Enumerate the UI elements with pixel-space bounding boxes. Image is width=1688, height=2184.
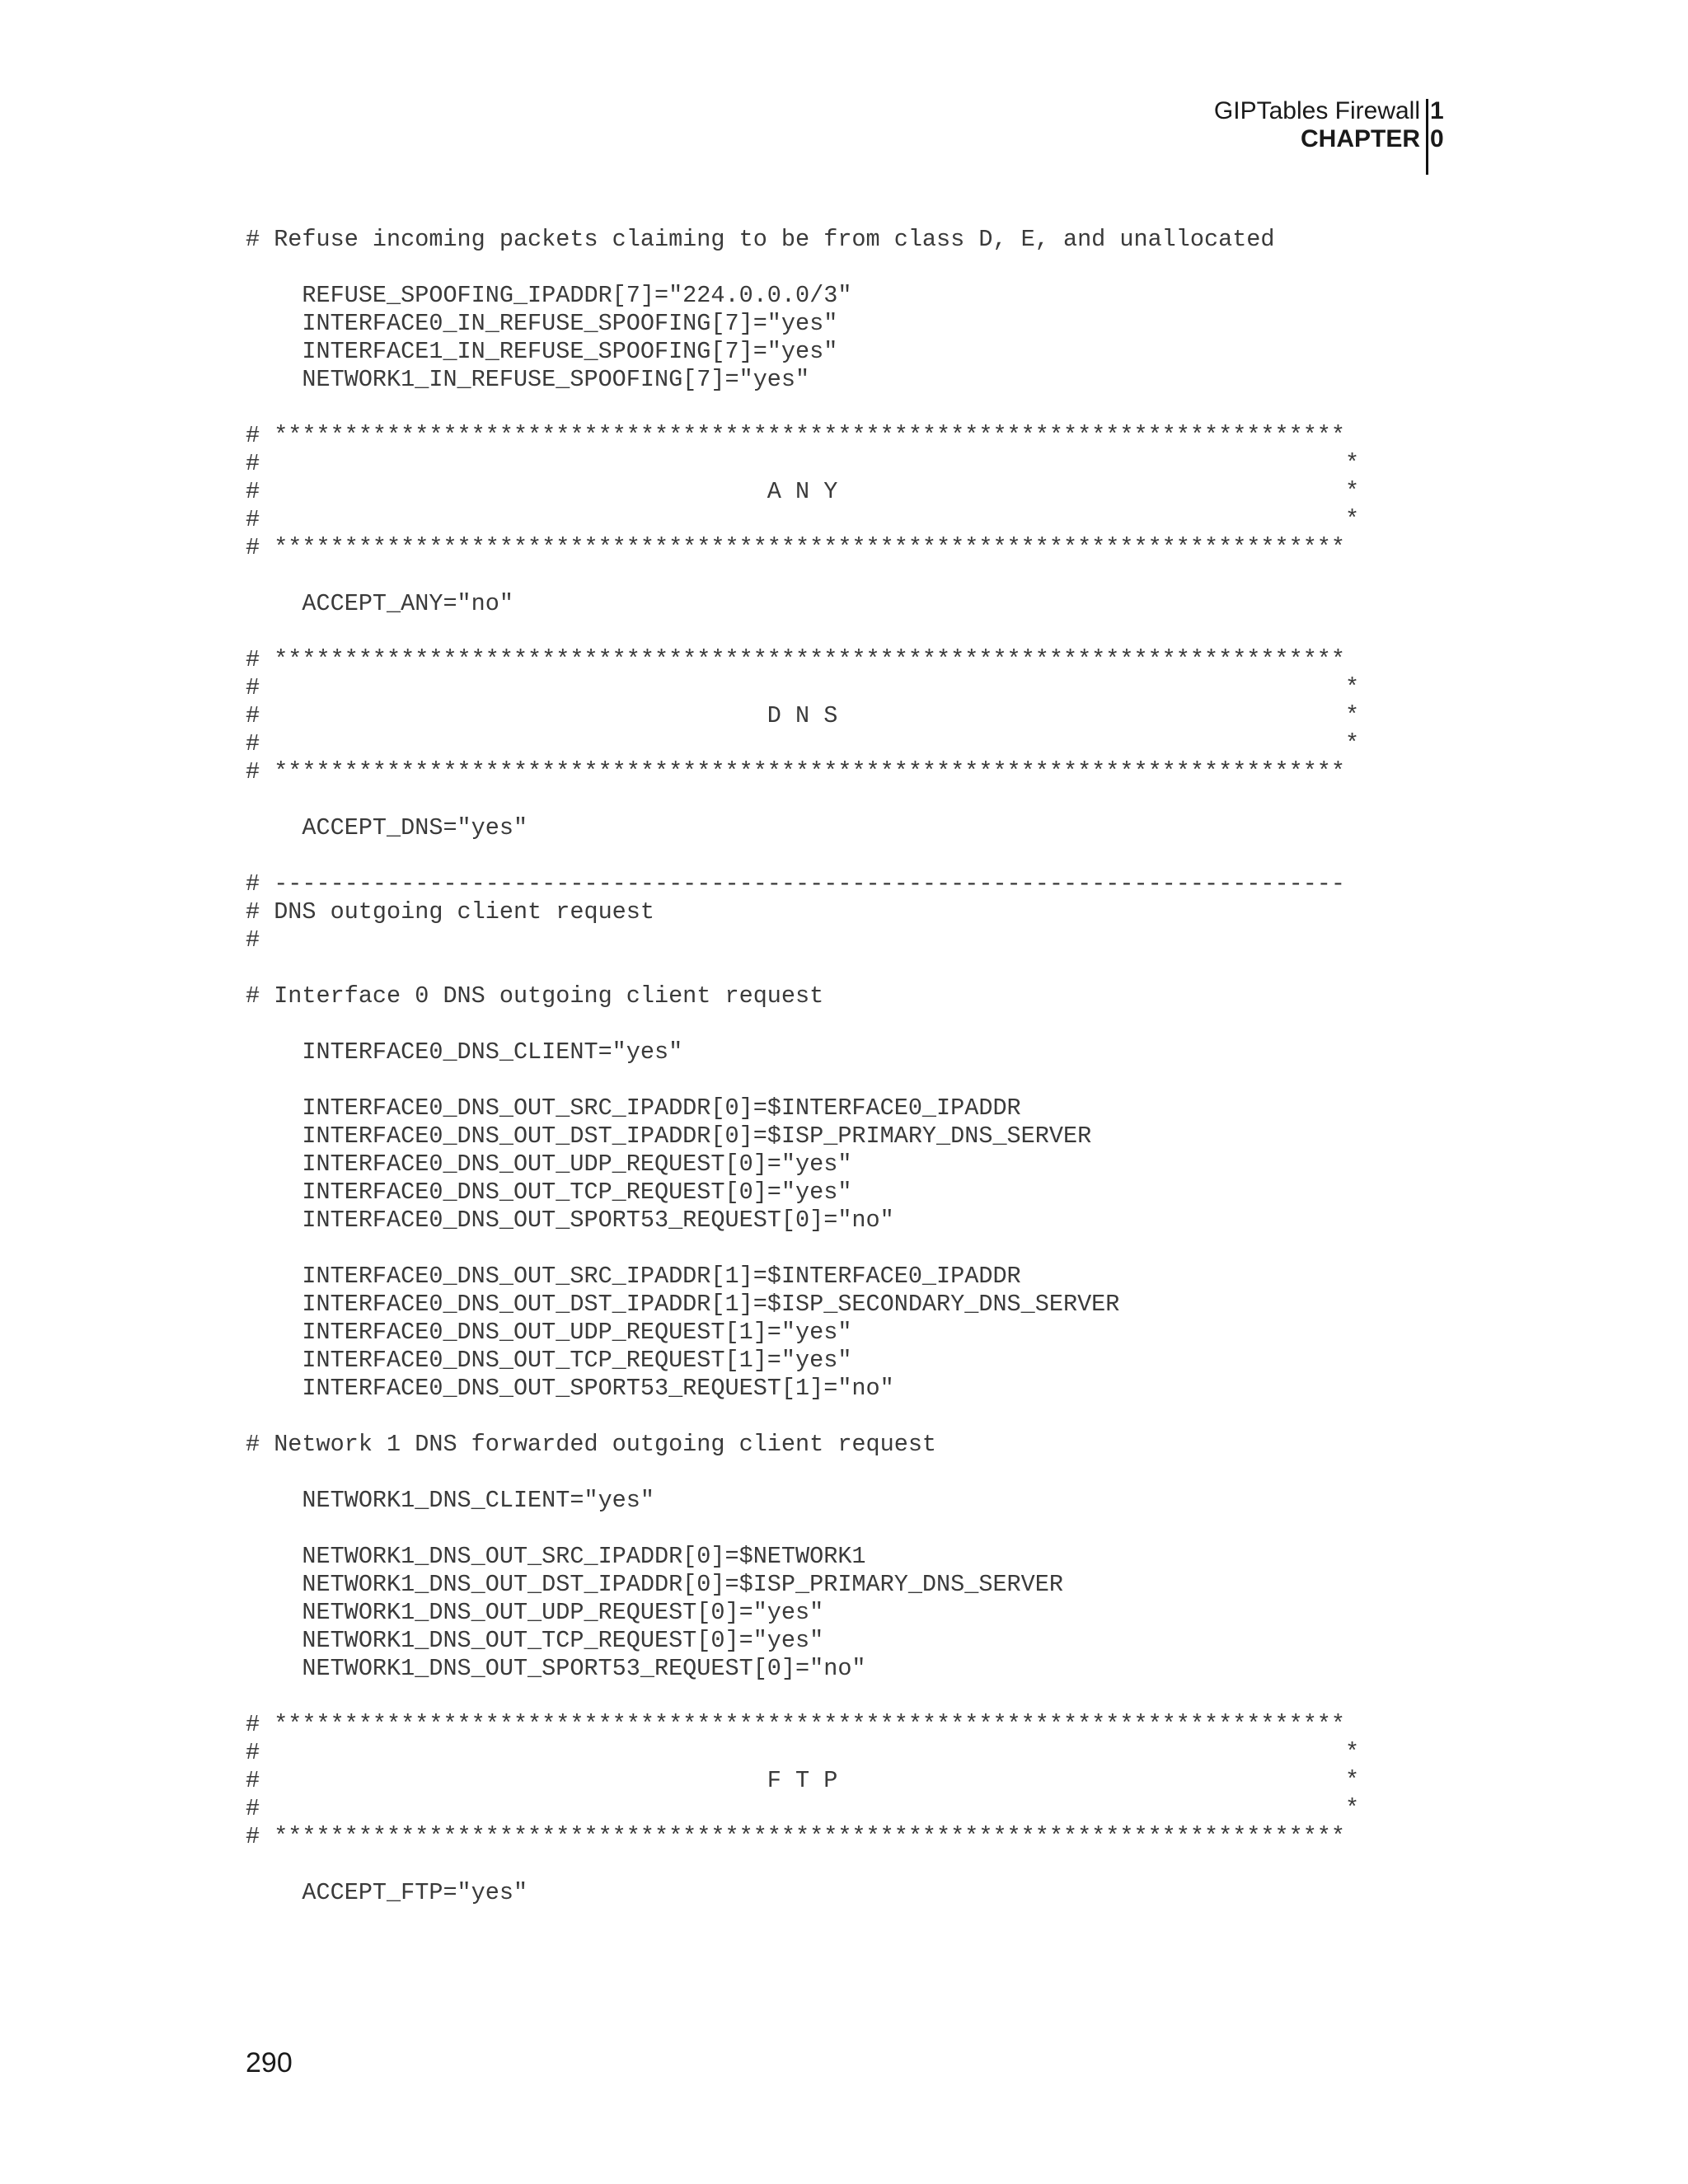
- code-line: [246, 954, 1449, 982]
- page-number: 290: [246, 2047, 293, 2079]
- code-line: # ****************************************************************************: [246, 1711, 1346, 1738]
- code-line: INTERFACE0_DNS_OUT_TCP_REQUEST[0]="yes": [246, 1179, 852, 1206]
- code-line: [246, 254, 1449, 282]
- code-line: # ****************************************************************************: [246, 534, 1346, 561]
- code-line: NETWORK1_DNS_CLIENT="yes": [246, 1487, 654, 1514]
- code-line: INTERFACE0_DNS_OUT_DST_IPADDR[1]=$ISP_SECONDARY_DNS_SERVER: [246, 1291, 1120, 1318]
- code-line: NETWORK1_DNS_OUT_DST_IPADDR[0]=$ISP_PRIMARY_DNS_SERVER: [246, 1571, 1063, 1598]
- code-line: [246, 1515, 1449, 1543]
- code-line: ACCEPT_FTP="yes": [246, 1879, 528, 1906]
- code-line: # ****************************************************************************: [246, 1823, 1346, 1850]
- code-line: # *: [246, 674, 1360, 701]
- code-line: # *: [246, 1795, 1360, 1822]
- code-line: # DNS outgoing client request: [246, 898, 654, 926]
- code-line: NETWORK1_IN_REFUSE_SPOOFING[7]="yes": [246, 366, 810, 393]
- code-line: INTERFACE0_IN_REFUSE_SPOOFING[7]="yes": [246, 310, 838, 337]
- code-line: INTERFACE0_DNS_OUT_SPORT53_REQUEST[0]="no": [246, 1207, 894, 1234]
- code-line: # Interface 0 DNS outgoing client request: [246, 982, 824, 1010]
- header-divider: [1426, 99, 1428, 175]
- code-line: #: [246, 926, 260, 954]
- code-line: [246, 786, 1449, 814]
- code-line: NETWORK1_DNS_OUT_SPORT53_REQUEST[0]="no": [246, 1655, 866, 1682]
- code-line: # Network 1 DNS forwarded outgoing client request: [246, 1431, 937, 1458]
- code-line: [246, 1235, 1449, 1263]
- code-line: NETWORK1_DNS_OUT_UDP_REQUEST[0]="yes": [246, 1599, 824, 1626]
- code-listing: [246, 226, 1449, 1907]
- header-chapter-number: [1430, 97, 1443, 153]
- code-line: [246, 1403, 1449, 1431]
- code-line: # ****************************************************************************: [246, 758, 1346, 785]
- code-line: INTERFACE0_DNS_OUT_UDP_REQUEST[1]="yes": [246, 1319, 852, 1346]
- code-line: # Refuse incoming packets claiming to be from class D, E, and unallocated: [246, 226, 1275, 253]
- code-line: ACCEPT_ANY="no": [246, 590, 513, 617]
- code-line: NETWORK1_DNS_OUT_SRC_IPADDR[0]=$NETWORK1: [246, 1543, 866, 1570]
- code-line: REFUSE_SPOOFING_IPADDR[7]="224.0.0.0/3": [246, 282, 852, 309]
- chapter-digit-1: 1: [1430, 97, 1444, 124]
- code-line: NETWORK1_DNS_OUT_TCP_REQUEST[0]="yes": [246, 1627, 824, 1654]
- code-line: [246, 618, 1449, 646]
- code-line: # D N S *: [246, 702, 1360, 729]
- header-chapter-label: CHAPTER: [1300, 125, 1420, 152]
- code-line: INTERFACE0_DNS_OUT_SRC_IPADDR[0]=$INTERFACE0_IPADDR: [246, 1094, 1021, 1122]
- code-line: # ****************************************************************************: [246, 646, 1346, 673]
- code-line: # F T P *: [246, 1767, 1360, 1794]
- code-line: # ****************************************************************************: [246, 422, 1346, 449]
- code-line: INTERFACE0_DNS_OUT_TCP_REQUEST[1]="yes": [246, 1347, 852, 1374]
- code-line: # *: [246, 450, 1360, 477]
- code-line: [246, 1459, 1449, 1487]
- code-line: INTERFACE1_IN_REFUSE_SPOOFING[7]="yes": [246, 338, 838, 365]
- code-line: INTERFACE0_DNS_OUT_DST_IPADDR[0]=$ISP_PRIMARY_DNS_SERVER: [246, 1122, 1092, 1150]
- chapter-digit-2: 0: [1430, 125, 1444, 152]
- code-line: [246, 1066, 1449, 1094]
- code-line: # A N Y *: [246, 478, 1360, 505]
- code-line: # ----------------------------------------------------------------------------: [246, 870, 1346, 898]
- code-line: [246, 1010, 1449, 1038]
- code-line: [246, 842, 1449, 870]
- code-line: INTERFACE0_DNS_OUT_UDP_REQUEST[0]="yes": [246, 1151, 852, 1178]
- code-line: ACCEPT_DNS="yes": [246, 814, 528, 841]
- code-line: INTERFACE0_DNS_OUT_SRC_IPADDR[1]=$INTERFACE0_IPADDR: [246, 1263, 1021, 1290]
- code-line: [246, 1851, 1449, 1879]
- code-line: INTERFACE0_DNS_OUT_SPORT53_REQUEST[1]="no": [246, 1375, 894, 1402]
- code-line: # *: [246, 506, 1360, 533]
- header-labels: [1214, 97, 1420, 153]
- code-line: [246, 394, 1449, 422]
- code-line: # *: [246, 730, 1360, 757]
- code-line: [246, 562, 1449, 590]
- code-line: INTERFACE0_DNS_CLIENT="yes": [246, 1038, 683, 1066]
- header-title: GIPTables Firewall: [1213, 97, 1420, 124]
- code-line: # *: [246, 1739, 1360, 1766]
- code-line: [246, 1683, 1449, 1711]
- page-header: [944, 97, 1444, 173]
